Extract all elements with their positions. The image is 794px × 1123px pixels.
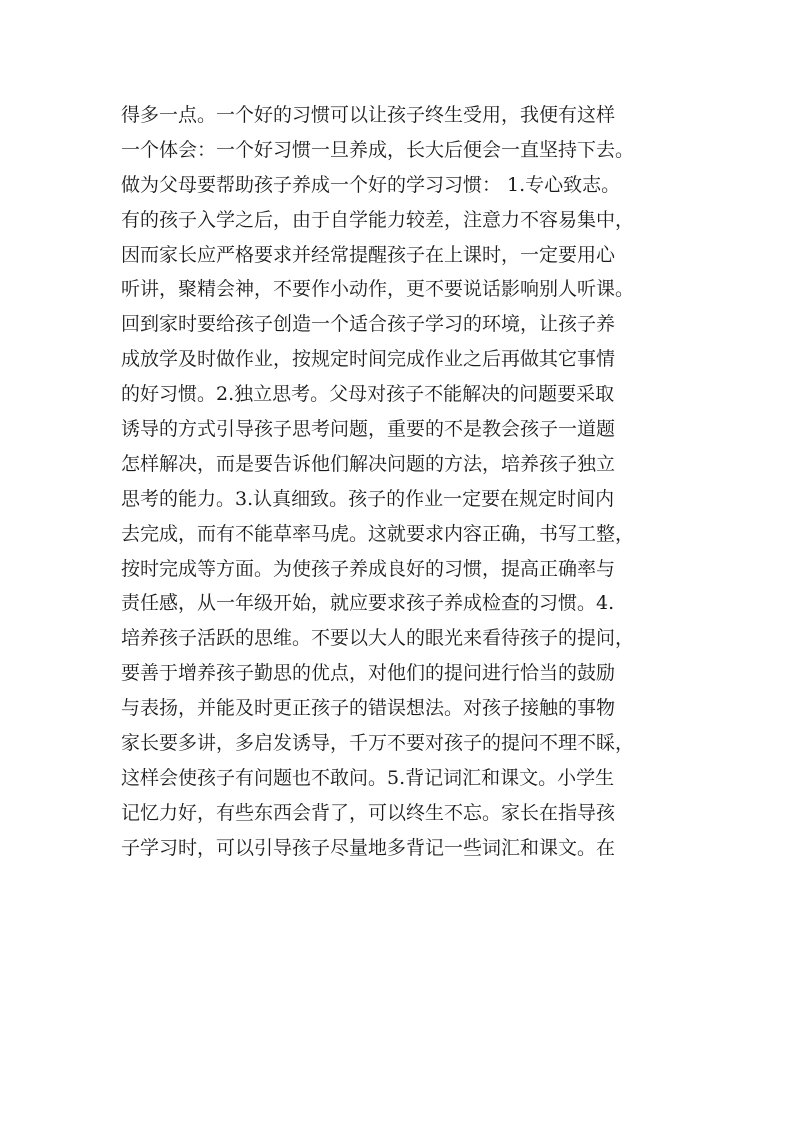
- text-line: 一个体会：一个好习惯一旦养成，长大后便会一直坚持下去。: [121, 138, 635, 161]
- text-line: 子学习时，可以引导孩子尽量地多背记一些词汇和课文。在: [121, 836, 616, 859]
- text-line: 责任感，从一年级开始，就应要求孩子养成检查的习惯。4.: [121, 592, 615, 615]
- text-line: 记忆力好，有些东西会背了，可以终生不忘。家长在指导孩: [121, 801, 616, 824]
- text-line: 听讲，聚精会神，不要作小动作，更不要说话影响别人听课。: [121, 278, 635, 301]
- text-line: 思考的能力。3.认真细致。孩子的作业一定要在规定时间内: [121, 487, 615, 510]
- text-line: 有的孩子入学之后，由于自学能力较差，注意力不容易集中，: [121, 208, 635, 231]
- text-line: 因而家长应严格要求并经常提醒孩子在上课时，一定要用心: [121, 243, 616, 266]
- text-line: 做为父母要帮助孩子养成一个好的学习习惯： 1.专心致志。: [121, 173, 621, 196]
- text-line: 按时完成等方面。为使孩子养成良好的习惯，提高正确率与: [121, 557, 616, 580]
- text-line: 诱导的方式引导孩子思考问题，重要的不是教会孩子一道题: [121, 418, 616, 441]
- text-line: 得多一点。一个好的习惯可以让孩子终生受用，我便有这样: [121, 104, 616, 126]
- text-line: 回到家时要给孩子创造一个适合孩子学习的环境，让孩子养: [121, 313, 616, 336]
- body-text: [121, 98, 721, 866]
- text-line: 要善于增养孩子勤思的优点，对他们的提问进行恰当的鼓励: [121, 662, 616, 685]
- text-line: 这样会使孩子有问题也不敢问。5.背记词汇和课文。小学生: [121, 766, 615, 789]
- text-line: 家长要多讲，多启发诱导，千万不要对孩子的提问不理不睬，: [121, 732, 635, 755]
- text-line: 与表扬，并能及时更正孩子的错误想法。对孩子接触的事物: [121, 697, 616, 720]
- text-line: 成放学及时做作业，按规定时间完成作业之后再做其它事情: [121, 348, 616, 371]
- text-line: 的好习惯。2.独立思考。父母对孩子不能解决的问题要采取: [121, 383, 615, 406]
- text-line: 怎样解决，而是要告诉他们解决问题的方法，培养孩子独立: [121, 452, 616, 475]
- text-line: 去完成，而有不能草率马虎。这就要求内容正确，书写工整，: [121, 522, 635, 545]
- text-line: 培养孩子活跃的思维。不要以大人的眼光来看待孩子的提问，: [121, 627, 635, 650]
